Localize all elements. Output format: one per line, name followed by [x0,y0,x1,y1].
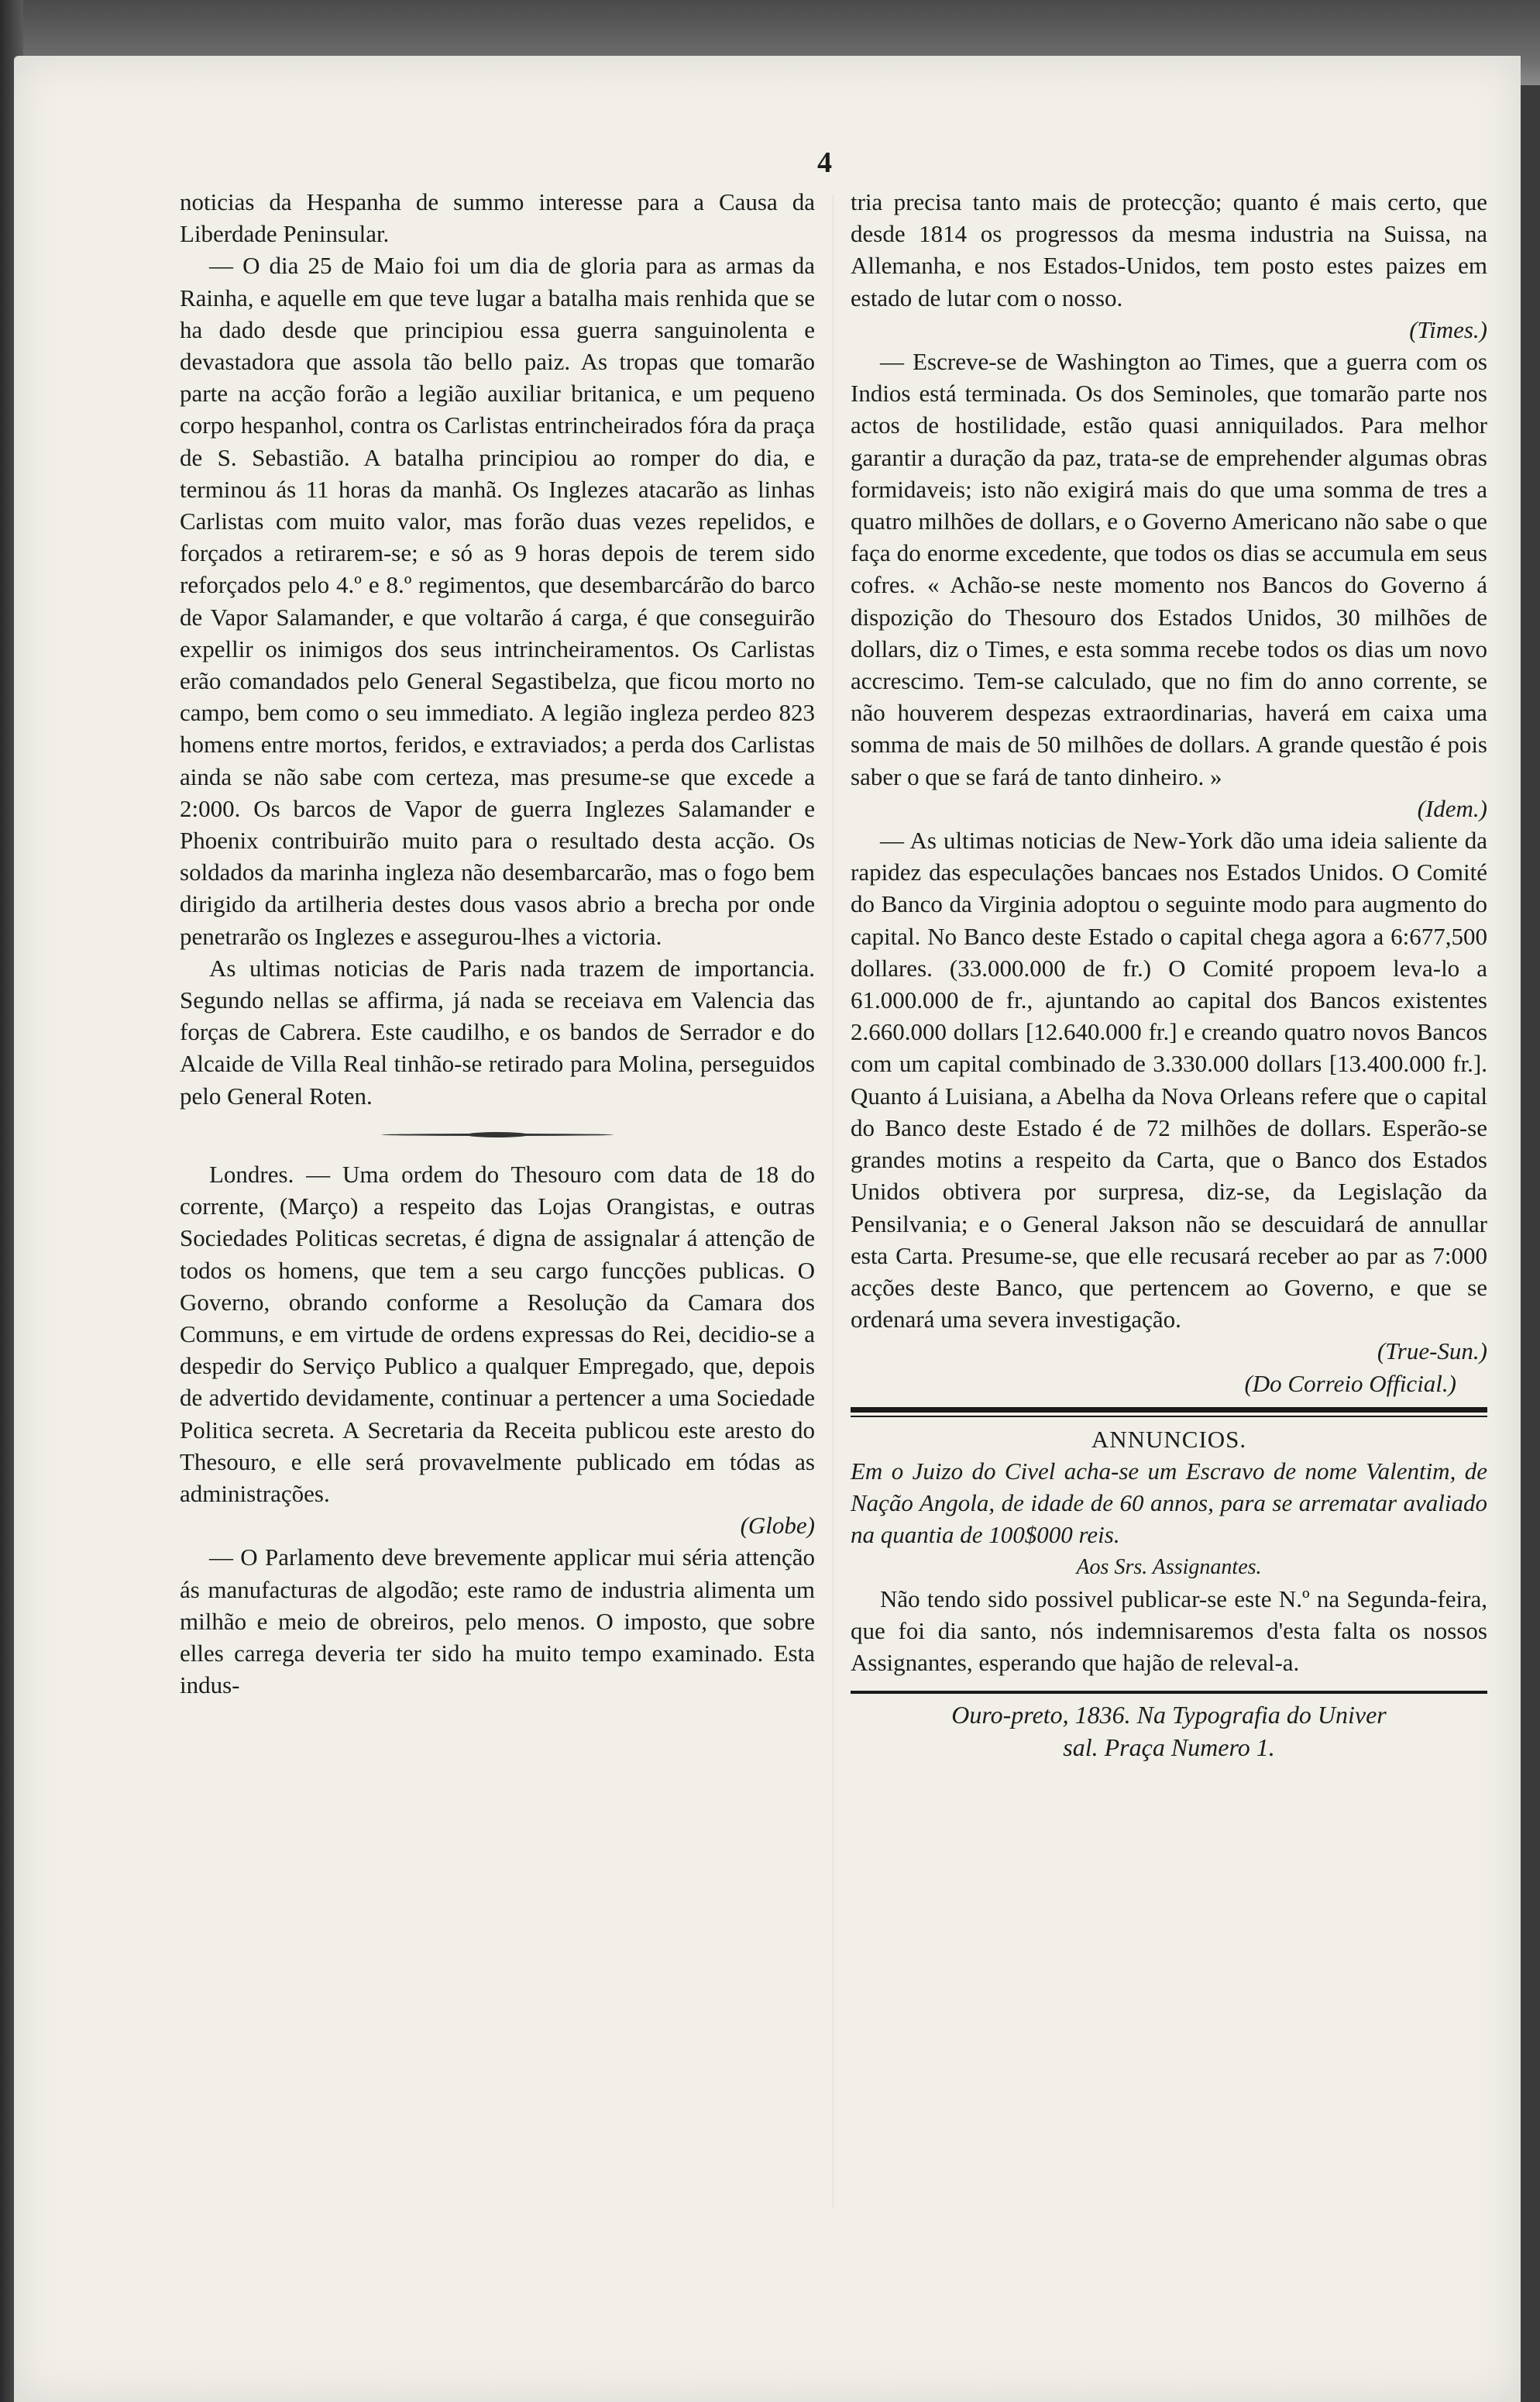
washington-paragraph: — Escreve-se de Washington ao Times, que a guerra com os Indios está terminada. Os dos Seminoles, que tomarão parte nos actos de hostilidade, estão quasi anniquilados. Para melhor garantir a duração da paz, trata-se de emprehender algumas obras formidaveis; isto não exigirá mais do que uma somma de tres a quatro milhões de dollars, e o Governo Americano não sabe o que faça do enorme excedente, que todos os dias se accumula em seus cofres. « Achão-se neste momento nos Bancos do Governo á dispozição do Thesouro dos Estados Unidos, 30 milhões de dollars, diz o Times, e esta somma recebe todos os dias um novo accrescimo. Tem-se calculado, que no fim do anno corrente, se não houverem despezas extraordinarias, haverá em caixa uma somma de mais de 50 milhões de dollars. A grande questão é pois saber o que se fará de tanto dinheiro. » [851,348,1487,790]
subscribers-heading: Aos Srs. Assignantes. [1076,1554,1262,1579]
announcements-top-rule [851,1407,1487,1413]
new-york-paragraph: — As ultimas noticias de New-York dão uma ideia saliente da rapidez das especulações bancaes nos Estados Unidos. O Comité do Banco da Virginia adoptou o seguinte modo para augmento do capital. No Banco deste Estado o capital chega agora a 6:677,500 dollares. (33.000.000 de fr.) O Comité propoem leva-lo a 61.000.000 de fr., ajuntando ao capital dos Bancos existentes 2.660.000 dollars [12.640.000 fr.] e creando quatro novos Bancos com um capital combinado de 3.330.000 dollars [13.400.000 fr.]. Quanto á Luisiana, a Abelha da Nova Orleans refere que o capital do Banco deste Estado é de 72 milhões de dollars. Esperão-se grandes motins a respeito da Carta, que o Banco dos Estados Unidos obtivera por surpresa, diz-se, da Legislação da Pensilvania; e o General Jakson não se descuidará de annullar esta Carta. Presume-se, que elle recusará receber ao par as 7:000 acções deste Banco, que pertencem ao Governo, e que se ordenará uma severa investigação. [851,827,1487,1333]
parlamento-paragraph: — O Parlamento deve brevemente applicar mui séria attenção ás manufacturas de algodão; este ramo de industria alimenta um milhão e meio de obreiros, pelo menos. O imposto, que sobre elles carrega deveria ter sido ha muito tempo examinado. Esta indus- [180,1543,815,1699]
battle-paragraph: — O dia 25 de Maio foi um dia de gloria para as armas da Rainha, e aquelle em que teve lugar a batalha mais renhida que se ha dado desde que principiou essa guerra sanguinolenta e devastadora que assola tão bello paiz. As tropas que tomarão parte na acção forão a legião auxiliar britanica, e um pequeno corpo hespanhol, contra os Carlistas entrincheirados fóra da praça de S. Sebastião. A batalha principiou ao romper do dia, e terminou ás 11 horas da manhã. Os Inglezes atacarão as linhas Carlistas com muito valor, mas forão duas vezes repelidos, e forçados a retirarem-se; e só as 9 horas depois de terem sido reforçados pelo 4.º e 8.º regimentos, que desembarcárão do barco de Vapor Salamander, e que voltarão á carga, é que conseguirão expellir os inimigos dos seus intrincheiramentos. Os Carlistas erão comandados pelo General Segastibelza, que ficou morto no campo, bem como o seu immediato. A legião ingleza perdeo 823 homens entre mortos, feridos, e extraviados; a perda dos Carlistas ainda se não sabe com certeza, mas presume-se que excede a 2:000. Os barcos de Vapor de guerra Inglezes Salamander e Phoenix contribuirão muito para o resultado desta acção. Os soldados da marinha ingleza não desembarcarão, mas o fogo bem dirigido da artilheria destes dous vasos abrio a brecha por onde penetrarão os Inglezes e assegurou-lhes a victoria. [180,252,815,950]
imprint-line-2: sal. Praça Numero 1. [1063,1733,1275,1762]
imprint-line-1: Ouro-preto, 1836. Na Typografia do Univer [951,1701,1387,1729]
industry-continuation: tria precisa tanto mais de protecção; quanto é mais certo, que desde 1814 os progressos da mesma industria na Suissa, na Allemanha, e nos Estados-Unidos, tem posto estes paizes em estado de lutar com o nosso. [851,188,1487,311]
londres-source: (Globe) [740,1512,815,1540]
imprint-rule [851,1691,1487,1694]
column-divider [833,194,834,2208]
spain-intro-paragraph: noticias da Hespanha de summo interesse para a Causa da Liberdade Peninsular. [180,188,815,248]
correio-official-source: (Do Correio Official.) [1244,1369,1456,1397]
announcements-thin-rule [851,1416,1487,1417]
slave-announcement: Em o Juizo do Civel acha-se um Escravo de nome Valentim, de Nação Angola, de idade de 60 annos, para se arrematar avaliado na quantia de 100$000 reis. [851,1457,1487,1549]
paris-news-paragraph: As ultimas noticias de Paris nada trazem de importancia. Segundo nellas se affirma, já nada se receiava em Valencia das forças de Cabrera. Este caudilho, e os bandos de Serrador e do Alcaide de Villa Real tinhão-se retirado para Molina, perseguidos pelo General Roten. [180,954,815,1110]
announcements-title: ANNUNCIOS. [1091,1425,1247,1453]
left-column [180,186,815,1701]
section-ornament [381,1130,614,1138]
true-sun-source: (True-Sun.) [1377,1337,1487,1365]
right-column [851,186,1487,1764]
subscribers-notice: Não tendo sido possivel publicar-se este N.º na Segunda-feira, que foi dia santo, nós indemnisaremos d'esta falta os nossos Assignantes, esperando que hajão de releval-a. [851,1585,1487,1677]
times-source: (Times.) [1409,315,1487,343]
page-number: 4 [817,146,832,179]
londres-paragraph: Londres. — Uma ordem do Thesouro com data de 18 do corrente, (Março) a respeito das Lojas Orangistas, e outras Sociedades Politicas secretas, é digna de assignalar á attenção de todos os homens, que tem a seu cargo funcções publicas. O Governo, obrando conforme a Resolução da Camara dos Communs, e em virtude de ordens expressas do Rei, decidio-se a despedir do Serviço Publico a qualquer Empregado, que, depois de advertido devidamente, continuar a pertencer a uma Sociedade Politica secreta. A Secretaria da Receita publicou este aresto do Thesouro, e elle será provavelmente publicado em tódas as administrações. [180,1160,815,1507]
idem-source: (Idem.) [1417,794,1487,822]
